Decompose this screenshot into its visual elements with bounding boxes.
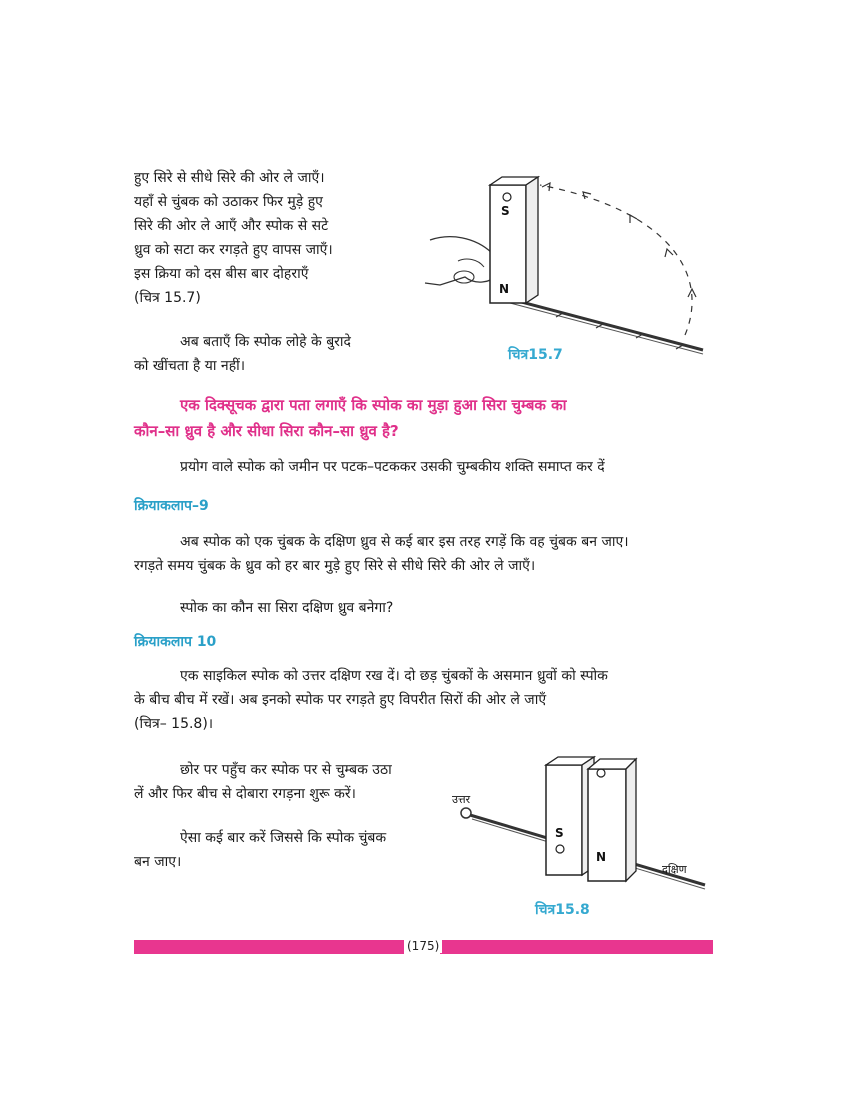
activity-9-question: स्पोक का कौन सा सिरा दक्षिण ध्रुव बनेगा? xyxy=(180,600,394,616)
figure-caption: चित्र15.8 xyxy=(535,902,590,918)
text-line: (चित्र 15.7) xyxy=(134,290,201,306)
figure-15-7 xyxy=(420,165,710,365)
text-line: ऐसा कई बार करें जिससे कि स्पोक चुंबक xyxy=(180,830,387,846)
text-line: के बीच बीच में रखें। अब इनको स्पोक पर रगड़ते हुए विपरीत सिरों की ओर ले जाएँ xyxy=(134,692,547,708)
activity-10-heading: क्रियाकलाप 10 xyxy=(134,634,217,650)
text-line: ध्रुव को सटा कर रगड़ते हुए वापस जाएँ। xyxy=(134,242,333,258)
second-paragraph xyxy=(134,330,396,378)
footer-bar-right xyxy=(440,940,713,954)
text-line: कौन–सा ध्रुव है और सीधा सिरा कौन–सा ध्रुव है? xyxy=(134,422,399,440)
text-line: एक दिक्सूचक द्वारा पता लगाएँ कि स्पोक का मुड़ा हुआ सिरा चुम्बक का xyxy=(180,396,567,414)
figure-15-8 xyxy=(450,745,720,895)
pole-label-n: N xyxy=(499,282,510,296)
text-line: हुए सिरे से सीधे सिरे की ओर ले जाएँ। xyxy=(134,170,325,186)
activity-10-para3 xyxy=(134,826,434,874)
text-line: अब बताएँ कि स्पोक लोहे के बुरादे xyxy=(180,334,351,350)
text-line: यहाँ से चुंबक को उठाकर फिर मुड़े हुए xyxy=(134,194,323,210)
text-line: छोर पर पहुँच कर स्पोक पर से चुम्बक उठा xyxy=(180,762,392,778)
pole-label-s: S xyxy=(555,826,564,840)
activity-9-body xyxy=(134,530,729,578)
direction-south-label: दक्षिण xyxy=(662,863,687,876)
text-line: लें और फिर बीच से दोबारा रगड़ना शुरू करें। xyxy=(134,786,356,802)
text-line: अब स्पोक को एक चुंबक के दक्षिण ध्रुव से कई बार इस तरह रगड़ें कि वह चुंबक बन जाए। xyxy=(180,534,629,550)
text-line: एक साइकिल स्पोक को उत्तर दक्षिण रख दें। दो छड़ चुंबकों के असमान ध्रुवों को स्पोक xyxy=(180,668,608,684)
text-line: सिरे की ओर ले आएँ और स्पोक से सटे xyxy=(134,218,329,234)
instruction-paragraph: प्रयोग वाले स्पोक को जमीन पर पटक–पटककर उसकी चुम्बकीय शक्ति समाप्त कर दें xyxy=(180,459,605,475)
text-line: इस क्रिया को दस बीस बार दोहराएँ xyxy=(134,266,309,282)
text-line: बन जाए। xyxy=(134,854,182,870)
activity-10-body xyxy=(134,664,729,736)
text-line: (चित्र– 15.8)। xyxy=(134,716,214,732)
page-number: (175) xyxy=(404,939,442,953)
text-line: रगड़ते समय चुंबक के ध्रुव को हर बार मुड़े हुए सिरे से सीधे सिरे की ओर ले जाएँ। xyxy=(134,558,536,574)
pole-label-s: S xyxy=(501,204,510,218)
activity-9-heading: क्रियाकलाप–9 xyxy=(134,498,209,514)
activity-10-para2 xyxy=(134,758,434,806)
highlight-question xyxy=(134,392,724,444)
top-paragraph xyxy=(134,166,396,310)
text-line: को खींचता है या नहीं। xyxy=(134,358,246,374)
footer-bar-left xyxy=(134,940,404,954)
direction-north-label: उत्तर xyxy=(452,793,471,806)
pole-label-n: N xyxy=(596,850,607,864)
figure-caption: चित्र15.7 xyxy=(508,347,563,363)
